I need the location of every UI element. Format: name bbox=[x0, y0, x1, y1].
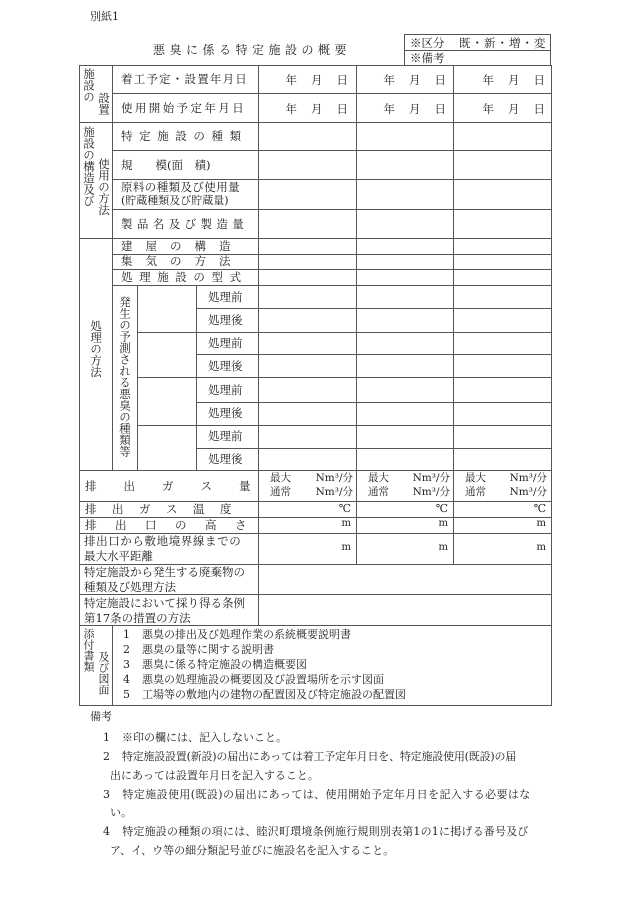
use-start-date-field-1[interactable] bbox=[258, 101, 348, 117]
product-label: 製品名及び製造量 bbox=[121, 217, 249, 231]
outlet-height-field-2[interactable]: m bbox=[438, 518, 448, 529]
category-label: ※区分 bbox=[410, 36, 445, 50]
normal-label: 通常 bbox=[270, 486, 291, 498]
before-treatment-label: 処理前 bbox=[208, 336, 243, 350]
odor-type-label: 発生の予測される悪臭の種類等 bbox=[118, 296, 132, 457]
waste-field[interactable] bbox=[259, 565, 550, 594]
category-options[interactable]: 既・新・増・変 bbox=[459, 36, 547, 50]
raw-material-label-2: (貯蔵種類及び貯蔵量) bbox=[121, 194, 229, 207]
attachment-num: 4 bbox=[123, 673, 130, 686]
note-text-cont: い。 bbox=[110, 806, 132, 819]
year-label: 年 bbox=[482, 102, 494, 116]
use-start-date-field-3[interactable] bbox=[453, 101, 545, 117]
year-label: 年 bbox=[285, 73, 297, 87]
use-start-date-label: 使用開始予定年月日 bbox=[121, 101, 247, 115]
note-num: 4 bbox=[103, 825, 111, 838]
gas-temp-label: 排出ガス温度 bbox=[85, 502, 247, 516]
outlet-height-label: 排出口の高さ bbox=[85, 518, 265, 532]
month-label: 月 bbox=[409, 73, 421, 87]
measures-field[interactable] bbox=[259, 595, 550, 625]
attachment-item bbox=[123, 658, 307, 672]
outlet-height-field-1[interactable]: m bbox=[341, 518, 351, 529]
gas-volume-field-1[interactable] bbox=[258, 470, 356, 501]
day-label: 日 bbox=[533, 102, 545, 116]
note-text-cont: 出にあっては設置年月日を記入すること。 bbox=[110, 769, 319, 782]
start-date-field-1[interactable] bbox=[258, 72, 348, 88]
start-date-field-3[interactable] bbox=[453, 72, 545, 88]
scale-label: 規 模(面 積) bbox=[121, 158, 211, 172]
max-label: 最大 bbox=[270, 472, 291, 484]
month-label: 月 bbox=[311, 102, 323, 116]
waste-label-2: 種類及び処理方法 bbox=[84, 580, 176, 594]
attachment-num: 3 bbox=[123, 658, 130, 671]
attachments-label-b: 及び図面 bbox=[97, 651, 110, 695]
distance-label-2: 最大水平距離 bbox=[84, 549, 153, 563]
note-item bbox=[103, 750, 516, 764]
note-num: 2 bbox=[103, 750, 110, 763]
month-label: 月 bbox=[508, 73, 520, 87]
gas-temp-field-3[interactable]: ℃ bbox=[533, 502, 546, 515]
month-label: 月 bbox=[508, 102, 520, 116]
day-label: 日 bbox=[434, 102, 446, 116]
attachment-text: 工場等の敷地内の建物の配置図及び特定施設の配置図 bbox=[142, 688, 406, 701]
facility-type-label: 特定施設の種類 bbox=[121, 129, 248, 143]
attachment-num: 2 bbox=[123, 643, 130, 656]
flow-unit: Nm³/分 bbox=[509, 486, 547, 498]
attachment-text: 悪臭の量等に関する説明書 bbox=[142, 643, 274, 656]
measures-label-1: 特定施設において採り得る条例 bbox=[84, 596, 245, 610]
day-label: 日 bbox=[434, 73, 446, 87]
raw-material-label-1: 原料の種類及び使用量 bbox=[121, 180, 240, 194]
after-treatment-label: 処理後 bbox=[208, 313, 243, 327]
max-label: 最大 bbox=[368, 472, 389, 484]
gas-volume-field-2[interactable] bbox=[356, 470, 453, 501]
building-structure-label: 建屋の構造 bbox=[121, 239, 244, 253]
office-use-box bbox=[404, 34, 551, 65]
distance-field-2[interactable]: m bbox=[438, 542, 448, 553]
year-label: 年 bbox=[383, 73, 395, 87]
year-label: 年 bbox=[285, 102, 297, 116]
note-num: 1 bbox=[103, 731, 110, 744]
installation-group-label-b: 設置 bbox=[97, 92, 111, 115]
year-label: 年 bbox=[383, 102, 395, 116]
page-title: 悪臭に係る特定施設の概要 bbox=[153, 43, 352, 57]
waste-label-1: 特定施設から発生する廃棄物の bbox=[84, 565, 245, 579]
office-remarks-label: ※備考 bbox=[410, 51, 445, 65]
after-treatment-label: 処理後 bbox=[208, 359, 243, 373]
flow-unit: Nm³/分 bbox=[412, 472, 450, 484]
attachments-label-a: 添付書類 bbox=[82, 628, 95, 672]
start-date-field-2[interactable] bbox=[356, 72, 446, 88]
attachment-num: 1 bbox=[123, 628, 130, 641]
attachment-item bbox=[123, 688, 406, 702]
note-text: 特定施設使用(既設)の届出にあっては、使用開始予定年月日を記入する必要はな bbox=[122, 788, 531, 801]
structure-group-label-a: 施設の構造及び bbox=[82, 126, 96, 207]
attachment-text: 悪臭の排出及び処理作業の系統概要説明書 bbox=[142, 628, 351, 641]
treatment-group-label: 処理の方法 bbox=[89, 320, 103, 378]
gas-volume-label: 排出ガス量 bbox=[85, 479, 278, 493]
before-treatment-label: 処理前 bbox=[208, 290, 243, 304]
note-text: 特定施設設置(新設)の届出にあっては着工予定年月日を、特定施設使用(既設)の届 bbox=[121, 750, 517, 763]
before-treatment-label: 処理前 bbox=[208, 383, 243, 397]
day-label: 日 bbox=[533, 73, 545, 87]
note-text: ※印の欄には、記入しないこと。 bbox=[122, 731, 287, 744]
before-treatment-label: 処理前 bbox=[208, 429, 243, 443]
note-num: 3 bbox=[103, 788, 111, 801]
gas-temp-field-1[interactable]: ℃ bbox=[338, 502, 351, 515]
gas-volume-field-3[interactable] bbox=[453, 470, 551, 501]
normal-label: 通常 bbox=[368, 486, 389, 498]
max-label: 最大 bbox=[465, 472, 486, 484]
note-item bbox=[103, 825, 529, 839]
flow-unit: Nm³/分 bbox=[315, 472, 353, 484]
gas-temp-field-2[interactable]: ℃ bbox=[435, 502, 448, 515]
attachment-item bbox=[123, 643, 274, 657]
start-date-label: 着工予定・設置年月日 bbox=[121, 72, 248, 86]
attachment-num: 5 bbox=[123, 688, 130, 701]
treatment-type-label: 処理施設の型式 bbox=[121, 270, 248, 284]
note-text-cont: ア、イ、ウ等の細分類記号並びに施設名を記入すること。 bbox=[110, 844, 395, 857]
note-item bbox=[103, 731, 287, 745]
day-label: 日 bbox=[336, 102, 348, 116]
distance-field-1[interactable]: m bbox=[341, 542, 351, 553]
after-treatment-label: 処理後 bbox=[208, 406, 243, 420]
attachment-item bbox=[123, 673, 384, 687]
flow-unit: Nm³/分 bbox=[509, 472, 547, 484]
notes-heading: 備考 bbox=[90, 710, 112, 723]
flow-unit: Nm³/分 bbox=[315, 486, 353, 498]
structure-group-label-b: 使用の方法 bbox=[97, 158, 111, 216]
flow-unit: Nm³/分 bbox=[412, 486, 450, 498]
note-text: 特定施設の種類の項には、睦沢町環境条例施行規則別表第1の1に掲げる番号及び bbox=[122, 825, 529, 838]
day-label: 日 bbox=[336, 73, 348, 87]
outlet-height-field-3[interactable]: m bbox=[536, 518, 546, 529]
attachment-text: 悪臭の処理施設の概要図及び設置場所を示す図面 bbox=[142, 673, 384, 686]
installation-group-label-a: 施設の bbox=[82, 68, 96, 103]
measures-label-2: 第17条の措置の方法 bbox=[84, 611, 191, 625]
distance-field-3[interactable]: m bbox=[536, 542, 546, 553]
year-label: 年 bbox=[482, 73, 494, 87]
month-label: 月 bbox=[311, 73, 323, 87]
attachment-text: 悪臭に係る特定施設の構造概要図 bbox=[142, 658, 307, 671]
attachment-item bbox=[123, 628, 351, 642]
after-treatment-label: 処理後 bbox=[208, 452, 243, 466]
month-label: 月 bbox=[409, 102, 421, 116]
use-start-date-field-2[interactable] bbox=[356, 101, 446, 117]
air-collection-label: 集気の方法 bbox=[121, 254, 244, 268]
note-item bbox=[103, 788, 531, 802]
normal-label: 通常 bbox=[465, 486, 486, 498]
distance-label-1: 排出口から敷地境界線までの bbox=[84, 534, 242, 548]
attachment-label: 別紙1 bbox=[90, 10, 119, 23]
